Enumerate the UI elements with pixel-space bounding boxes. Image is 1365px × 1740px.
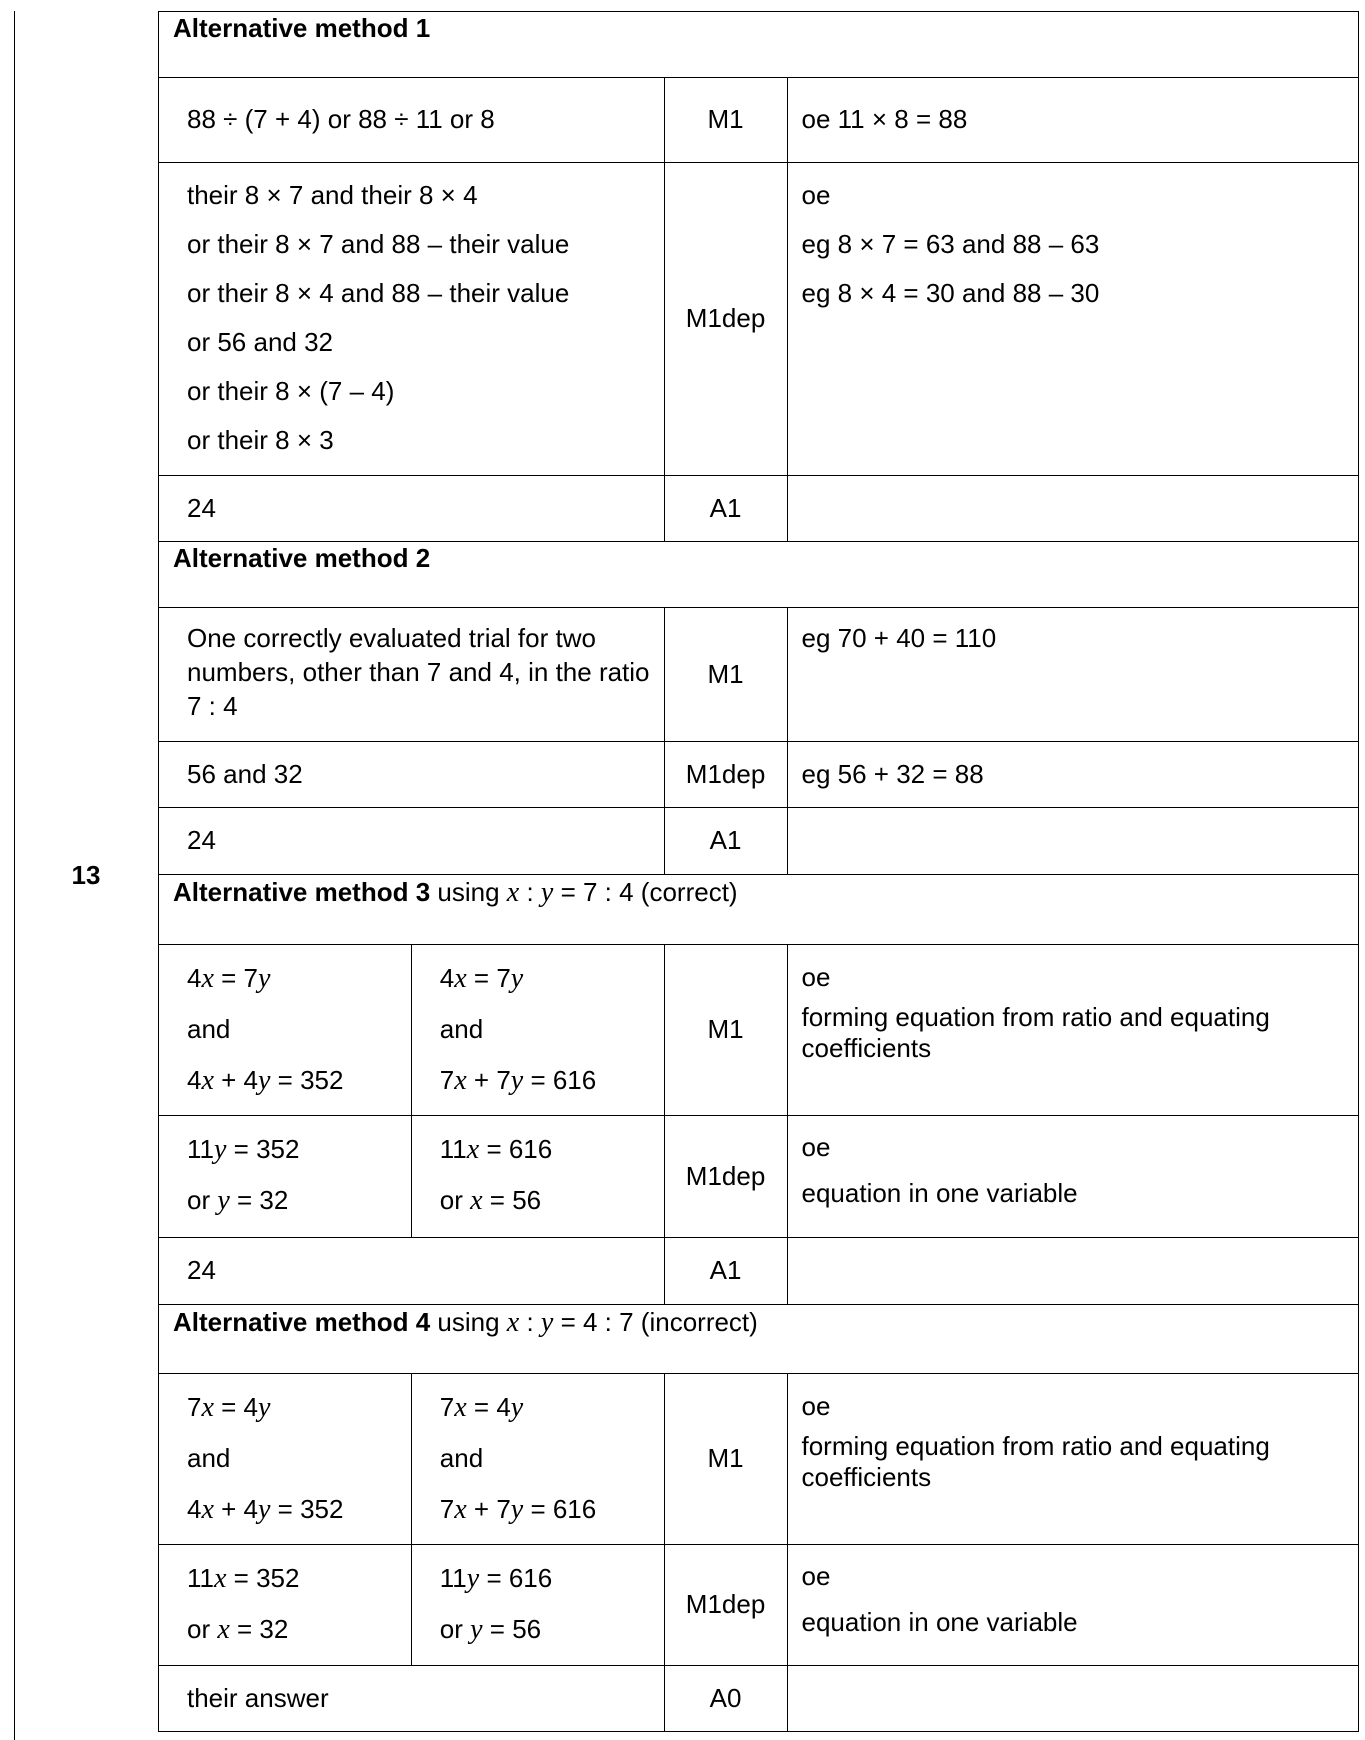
mark-cell: M1dep xyxy=(664,163,787,476)
answer-line: or their 8 × 4 and 88 – their value xyxy=(187,278,570,308)
and-label: and xyxy=(439,1014,484,1044)
answer-cell-a: 7x = 4y and 4x + 4y = 352 xyxy=(159,1374,412,1545)
var-x: x xyxy=(506,877,520,908)
notes-cell: eg 56 + 32 = 88 xyxy=(787,742,1359,808)
notes-cell: eg 70 + 40 = 110 xyxy=(787,608,1359,742)
note-line: eg 8 × 4 = 30 and 88 – 30 xyxy=(801,278,1100,308)
table-row xyxy=(159,945,1359,1116)
method-2-header xyxy=(159,542,1359,608)
notes-cell xyxy=(787,808,1359,875)
mark-cell: A0 xyxy=(664,1666,787,1732)
answer-cell: 24 xyxy=(159,808,665,875)
note-line: forming equation from ratio and equating coefficients xyxy=(801,1431,1270,1492)
note-line: oe xyxy=(801,962,831,992)
and-label: and xyxy=(187,1014,231,1044)
method-1-header xyxy=(159,12,1359,78)
var-y: y xyxy=(540,877,554,908)
var-y: y xyxy=(540,1307,554,1338)
answer-cell-a: 11x = 352 or x = 32 xyxy=(159,1545,412,1666)
method-4-header xyxy=(159,1305,1359,1374)
method-heading: Alternative method 1 xyxy=(159,12,1359,78)
mark-scheme-table xyxy=(158,11,1359,1732)
method-title: Alternative method 4 xyxy=(173,1307,431,1337)
notes-cell xyxy=(787,163,1359,476)
answer-line: or their 8 × 3 xyxy=(187,425,334,455)
answer-cell: 56 and 32 xyxy=(159,742,665,808)
note-line: forming equation from ratio and equating coefficients xyxy=(801,1002,1270,1063)
table-row xyxy=(159,476,1359,542)
answer-cell-b: 7x = 4y and 7x + 7y = 616 xyxy=(411,1374,664,1545)
answer-cell: their answer xyxy=(159,1666,665,1732)
answer-cell xyxy=(159,163,665,476)
mark-cell: M1dep xyxy=(664,1116,787,1238)
method-using: using xyxy=(437,1307,500,1337)
answer-cell-a: 11y = 352 or y = 32 xyxy=(159,1116,412,1238)
answer-cell-b: 4x = 7y and 7x + 7y = 616 xyxy=(411,945,664,1116)
mark-cell: M1 xyxy=(664,78,787,163)
question-number: 13 xyxy=(71,860,101,890)
answer-cell: One correctly evaluated trial for two numbers, other than 7 and 4, in the ratio 7 : 4 xyxy=(159,608,665,742)
and-label: and xyxy=(439,1443,484,1473)
answer-cell-a: 4x = 7y and 4x + 4y = 352 xyxy=(159,945,412,1116)
mark-cell: M1 xyxy=(664,945,787,1116)
answer-cell: 24 xyxy=(159,1238,665,1305)
mark-cell: A1 xyxy=(664,808,787,875)
note-line: oe xyxy=(801,1391,831,1421)
table-row xyxy=(159,1666,1359,1732)
mark-cell: M1 xyxy=(664,608,787,742)
note-line: oe xyxy=(801,180,831,210)
method-3-header xyxy=(159,875,1359,945)
left-border xyxy=(14,11,15,1740)
answer-cell-b: 11y = 616 or y = 56 xyxy=(411,1545,664,1666)
table-row xyxy=(159,1545,1359,1666)
notes-cell: oe 11 × 8 = 88 xyxy=(787,78,1359,163)
notes-cell xyxy=(787,945,1359,1116)
answer-line: or their 8 × 7 and 88 – their value xyxy=(187,229,570,259)
table-row xyxy=(159,78,1359,163)
mark-cell: M1 xyxy=(664,1374,787,1545)
method-heading: Alternative method 3 using x : y = 7 : 4 (correct) xyxy=(159,875,1359,945)
table-row xyxy=(159,808,1359,875)
answer-cell-b: 11x = 616 or x = 56 xyxy=(411,1116,664,1238)
method-heading: Alternative method 2 xyxy=(159,542,1359,608)
notes-cell xyxy=(787,1545,1359,1666)
method-heading: Alternative method 4 using x : y = 4 : 7 (incorrect) xyxy=(159,1305,1359,1374)
mark-cell: A1 xyxy=(664,476,787,542)
method-title: Alternative method 3 xyxy=(173,877,431,907)
method-ratio: = 7 : 4 (correct) xyxy=(560,877,738,907)
notes-cell xyxy=(787,1238,1359,1305)
note-line: equation in one variable xyxy=(801,1178,1078,1208)
note-line: equation in one variable xyxy=(801,1607,1078,1637)
table-row xyxy=(159,163,1359,476)
table-row xyxy=(159,1238,1359,1305)
mark-cell: M1dep xyxy=(664,1545,787,1666)
note-line: eg 8 × 7 = 63 and 88 – 63 xyxy=(801,229,1100,259)
method-ratio: = 4 : 7 (incorrect) xyxy=(560,1307,758,1337)
and-label: and xyxy=(187,1443,231,1473)
answer-line: their 8 × 7 and their 8 × 4 xyxy=(187,180,478,210)
table-row xyxy=(159,1374,1359,1545)
answer-line: or their 8 × (7 – 4) xyxy=(187,376,395,406)
answer-cell: 24 xyxy=(159,476,665,542)
mark-cell: M1dep xyxy=(664,742,787,808)
notes-cell xyxy=(787,1116,1359,1238)
method-using: using xyxy=(437,877,500,907)
notes-cell xyxy=(787,1666,1359,1732)
note-line: oe xyxy=(801,1561,831,1591)
table-row xyxy=(159,608,1359,742)
notes-cell xyxy=(787,1374,1359,1545)
table-row xyxy=(159,742,1359,808)
mark-cell: A1 xyxy=(664,1238,787,1305)
notes-cell xyxy=(787,476,1359,542)
answer-line: or 56 and 32 xyxy=(187,327,334,357)
var-x: x xyxy=(506,1307,520,1338)
table-row xyxy=(159,1116,1359,1238)
note-line: oe xyxy=(801,1132,831,1162)
answer-cell: 88 ÷ (7 + 4) or 88 ÷ 11 or 8 xyxy=(159,78,665,163)
